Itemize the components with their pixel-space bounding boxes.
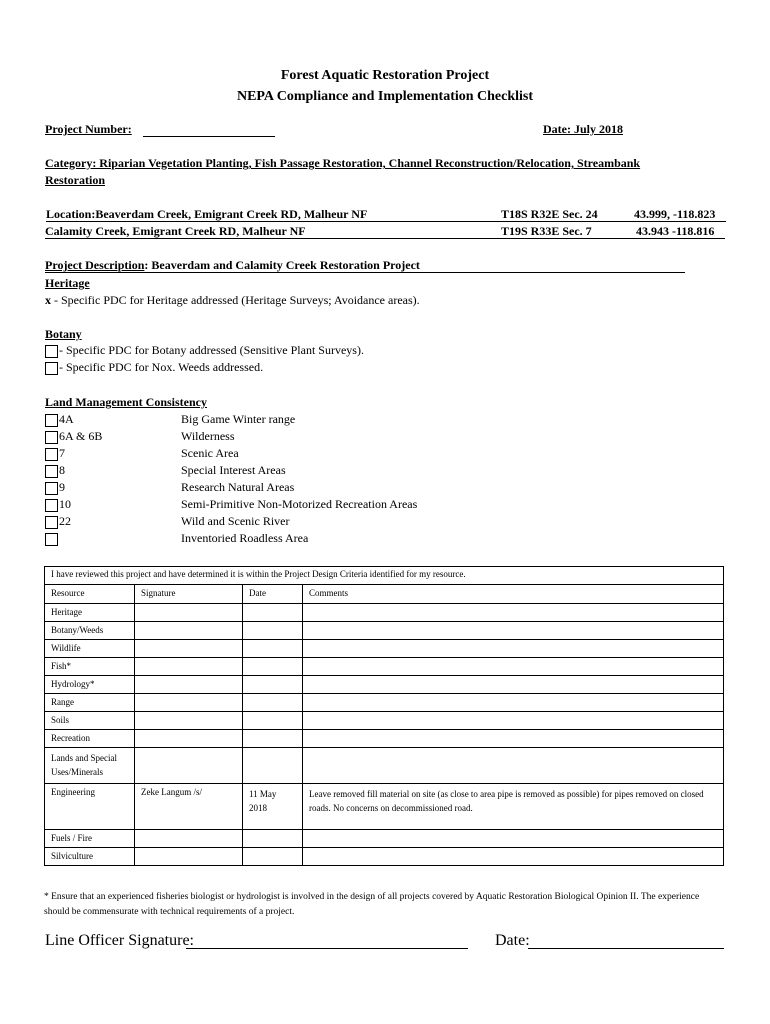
review-table-header xyxy=(45,585,724,604)
table-row xyxy=(45,694,724,712)
category-line-2: Restoration xyxy=(45,173,105,187)
resource-cell: Engineering xyxy=(45,784,135,830)
resource-cell: Recreation xyxy=(45,730,135,748)
location-2-underline xyxy=(45,238,725,239)
table-row xyxy=(45,658,724,676)
project-number-label: Project Number: xyxy=(45,122,132,136)
lm-area-6a-6b: Wilderness xyxy=(181,429,235,443)
table-row xyxy=(45,848,724,866)
signature-date-label: Date: xyxy=(495,932,530,949)
resource-cell: Hydrology* xyxy=(45,676,135,694)
project-description xyxy=(45,258,420,273)
signature-cell[interactable] xyxy=(135,658,243,676)
resource-cell: Fish* xyxy=(45,658,135,676)
signature-cell[interactable] xyxy=(135,640,243,658)
location-1-name: Location:Beaverdam Creek, Emigrant Creek RD, Malheur NF xyxy=(46,207,368,221)
comments-cell[interactable] xyxy=(303,622,724,640)
table-row xyxy=(45,830,724,848)
land-management-heading: Land Management Consistency xyxy=(45,395,208,409)
signature-cell[interactable] xyxy=(135,848,243,866)
comments-cell[interactable] xyxy=(303,730,724,748)
col-header-resource: Resource xyxy=(45,585,135,604)
comments-cell[interactable] xyxy=(303,676,724,694)
heritage-check-mark[interactable]: x xyxy=(45,293,51,307)
resource-cell: Silviculture xyxy=(45,848,135,866)
signature-cell[interactable] xyxy=(135,604,243,622)
resource-cell: Lands and Special Uses/Minerals xyxy=(45,748,135,784)
lm-code-6a-6b: 6A & 6B xyxy=(59,429,103,443)
lm-checkbox-9[interactable] xyxy=(45,482,58,495)
date-cell[interactable] xyxy=(243,640,303,658)
project-number-field[interactable] xyxy=(143,136,275,137)
review-table xyxy=(44,566,724,866)
table-row xyxy=(45,622,724,640)
lm-area-4a: Big Game Winter range xyxy=(181,412,296,426)
lm-area-22: Wild and Scenic River xyxy=(181,514,290,528)
lm-checkbox-7[interactable] xyxy=(45,448,58,461)
table-row xyxy=(45,676,724,694)
lm-code-8: 8 xyxy=(59,463,65,477)
lm-area-10: Semi-Primitive Non-Motorized Recreation Areas xyxy=(181,497,418,511)
heritage-item-text: - Specific PDC for Heritage addressed (Heritage Surveys; Avoidance areas). xyxy=(51,293,420,307)
lm-checkbox-8[interactable] xyxy=(45,465,58,478)
comments-cell[interactable]: Leave removed fill material on site (as close to area pipe is removed as possible) for pipes removed on closed roads. No concerns on decommissioned road. xyxy=(303,784,724,830)
table-row xyxy=(45,784,724,830)
date-cell[interactable] xyxy=(243,712,303,730)
resource-cell: Heritage xyxy=(45,604,135,622)
date-label: Date: July 2018 xyxy=(543,122,623,136)
signature-cell[interactable] xyxy=(135,694,243,712)
lm-code-9: 9 xyxy=(59,480,65,494)
col-header-signature: Signature xyxy=(135,585,243,604)
table-row xyxy=(45,748,724,784)
date-cell[interactable] xyxy=(243,848,303,866)
lm-code-10: 10 xyxy=(59,497,71,511)
table-row xyxy=(45,730,724,748)
comments-cell[interactable] xyxy=(303,658,724,676)
project-description-label: Project Description xyxy=(45,258,145,272)
date-cell[interactable] xyxy=(243,748,303,784)
comments-cell[interactable] xyxy=(303,748,724,784)
table-row xyxy=(45,604,724,622)
botany-heading: Botany xyxy=(45,327,82,341)
comments-cell[interactable] xyxy=(303,830,724,848)
date-cell[interactable] xyxy=(243,676,303,694)
col-header-date: Date xyxy=(243,585,303,604)
form-title: Forest Aquatic Restoration Project xyxy=(280,68,490,83)
botany-item-2: - Specific PDC for Nox. Weeds addressed. xyxy=(59,360,264,374)
comments-cell[interactable] xyxy=(303,712,724,730)
heritage-item xyxy=(45,293,420,308)
date-cell[interactable]: 11 May 2018 xyxy=(243,784,303,830)
lm-code-22: 22 xyxy=(59,514,71,528)
lm-area-7: Scenic Area xyxy=(181,446,239,460)
date-cell[interactable] xyxy=(243,730,303,748)
lm-area-8: Special Interest Areas xyxy=(181,463,286,477)
lm-code-4a: 4A xyxy=(59,412,74,426)
table-row xyxy=(45,640,724,658)
resource-cell: Fuels / Fire xyxy=(45,830,135,848)
signature-cell[interactable] xyxy=(135,712,243,730)
location-2-trs: T19S R33E Sec. 7 xyxy=(501,224,592,238)
signature-cell[interactable] xyxy=(135,748,243,784)
lm-checkbox-4a[interactable] xyxy=(45,414,58,427)
comments-cell[interactable] xyxy=(303,640,724,658)
footnote: * Ensure that an experienced fisheries biologist or hydrologist is involved in the design of all projects covered by Aquatic Restoration Biological Opinion II. The experience should be commensurate with technical requirements of a project. xyxy=(44,892,700,917)
resource-cell: Wildlife xyxy=(45,640,135,658)
comments-cell[interactable] xyxy=(303,848,724,866)
comments-cell[interactable] xyxy=(303,604,724,622)
line-officer-signature-field[interactable] xyxy=(186,948,468,949)
location-1-coords: 43.999, -118.823 xyxy=(634,207,716,221)
line-officer-signature-label: Line Officer Signature: xyxy=(45,932,194,949)
signature-cell[interactable] xyxy=(135,830,243,848)
botany-checkbox-1[interactable] xyxy=(45,345,58,358)
signature-cell[interactable] xyxy=(135,622,243,640)
resource-cell: Botany/Weeds xyxy=(45,622,135,640)
review-table-intro: I have reviewed this project and have determined it is within the Project Design Criteria identified for my resource. xyxy=(45,567,724,585)
lm-area-roadless: Inventoried Roadless Area xyxy=(181,531,309,545)
project-description-value: : Beaverdam and Calamity Creek Restoration Project xyxy=(144,258,420,272)
botany-item-1: - Specific PDC for Botany addressed (Sensitive Plant Surveys). xyxy=(59,343,364,357)
category-line-1: Category: Riparian Vegetation Planting, Fish Passage Restoration, Channel Reconstruction/Relocation, Streambank xyxy=(45,156,641,170)
date-cell[interactable] xyxy=(243,622,303,640)
date-cell[interactable] xyxy=(243,604,303,622)
signature-cell[interactable] xyxy=(135,730,243,748)
form-subtitle: NEPA Compliance and Implementation Checklist xyxy=(236,89,534,104)
lm-checkbox-roadless[interactable] xyxy=(45,533,58,546)
resource-cell: Range xyxy=(45,694,135,712)
date-cell[interactable] xyxy=(243,658,303,676)
lm-checkbox-6a-6b[interactable] xyxy=(45,431,58,444)
date-cell[interactable] xyxy=(243,694,303,712)
date-cell[interactable] xyxy=(243,830,303,848)
lm-checkbox-22[interactable] xyxy=(45,516,58,529)
comments-cell[interactable] xyxy=(303,694,724,712)
location-2-coords: 43.943 -118.816 xyxy=(636,224,715,238)
location-1-trs: T18S R32E Sec. 24 xyxy=(501,207,598,221)
botany-checkbox-2[interactable] xyxy=(45,362,58,375)
resource-cell: Soils xyxy=(45,712,135,730)
signature-cell[interactable] xyxy=(135,676,243,694)
heritage-heading: Heritage xyxy=(45,276,90,290)
project-description-underline xyxy=(45,272,685,273)
location-1-underline xyxy=(46,221,726,222)
location-2-name: Calamity Creek, Emigrant Creek RD, Malheur NF xyxy=(45,224,306,238)
signature-date-field[interactable] xyxy=(528,948,724,949)
signature-cell[interactable]: Zeke Langum /s/ xyxy=(135,784,243,830)
table-row xyxy=(45,712,724,730)
lm-area-9: Research Natural Areas xyxy=(181,480,295,494)
col-header-comments: Comments xyxy=(303,585,724,604)
lm-code-7: 7 xyxy=(59,446,65,460)
lm-checkbox-10[interactable] xyxy=(45,499,58,512)
